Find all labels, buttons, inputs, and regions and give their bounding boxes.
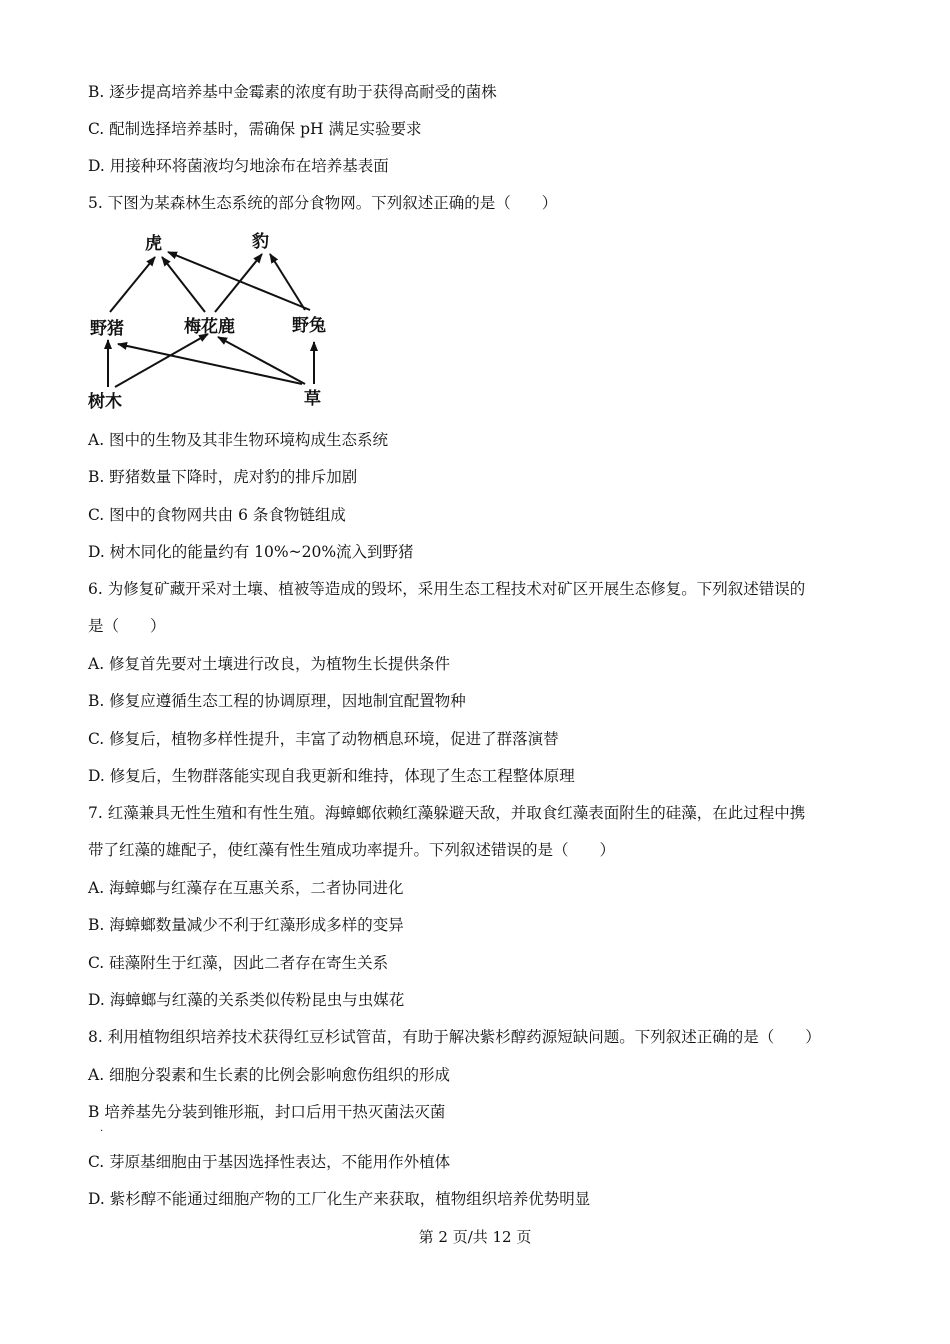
question-7-line2: 带了红藻的雄配子，使红藻有性生殖成功率提升。下列叙述错误的是（ ） xyxy=(88,841,616,859)
option-4b: B. 逐步提高培养基中金霉素的浓度有助于获得高耐受的菌株 xyxy=(88,83,497,101)
option-5a: A. 图中的生物及其非生物环境构成生态系统 xyxy=(88,431,389,449)
arrow-deer-leopard xyxy=(215,254,262,312)
option-7a: A. 海蟑螂与红藻存在互惠关系，二者协同进化 xyxy=(88,879,404,897)
option-5b: B. 野猪数量下降时，虎对豹的排斥加剧 xyxy=(88,468,358,486)
stray-dot: · xyxy=(100,1126,104,1137)
node-leopard: 豹 xyxy=(252,232,269,252)
question-7-line1: 7. 红藻兼具无性生殖和有性生殖。海蟑螂依赖红藻躲避天敌，并取食红藻表面附生的硅藻，在此过程中携 xyxy=(88,804,806,822)
option-6b: B. 修复应遵循生态工程的协调原理，因地制宜配置物种 xyxy=(88,692,466,710)
option-8d: D. 紫杉醇不能通过细胞产物的工厂化生产来获取，植物组织培养优势明显 xyxy=(88,1190,591,1208)
question-6-line1: 6. 为修复矿藏开采对土壤、植被等造成的毁坏，采用生态工程技术对矿区开展生态修复。下列叙述错误的 xyxy=(88,580,806,598)
option-6d: D. 修复后，生物群落能实现自我更新和维持，体现了生态工程整体原理 xyxy=(88,767,575,785)
option-7d: D. 海蟑螂与红藻的关系类似传粉昆虫与虫媒花 xyxy=(88,991,405,1009)
option-7b: B. 海蟑螂数量减少不利于红藻形成多样的变异 xyxy=(88,916,404,934)
node-hare: 野兔 xyxy=(292,316,326,336)
option-6c: C. 修复后，植物多样性提升，丰富了动物栖息环境，促进了群落演替 xyxy=(88,730,559,748)
option-8c: C. 芽原基细胞由于基因选择性表达，不能用作外植体 xyxy=(88,1153,451,1171)
arrow-boar-tiger xyxy=(110,257,155,312)
food-web-diagram xyxy=(80,222,340,417)
node-deer: 梅花鹿 xyxy=(184,317,235,337)
option-4c: C. 配制选择培养基时，需确保 pH 满足实验要求 xyxy=(88,120,422,138)
option-4d: D. 用接种环将菌液均匀地涂布在培养基表面 xyxy=(88,157,389,175)
option-8b: B 培养基先分装到锥形瓶，封口后用干热灭菌法灭菌 xyxy=(88,1103,446,1121)
question-8: 8. 利用植物组织培养技术获得红豆杉试管苗，有助于解决紫杉醇药源短缺问题。下列叙述正确的是（ ） xyxy=(88,1028,821,1046)
option-6a: A. 修复首先要对土壤进行改良，为植物生长提供条件 xyxy=(88,655,451,673)
question-5: 5. 下图为某森林生态系统的部分食物网。下列叙述正确的是（ ） xyxy=(88,194,558,212)
arrow-grass-boar xyxy=(118,344,302,384)
node-boar: 野猪 xyxy=(90,319,124,339)
question-6-line2: 是（ ） xyxy=(88,617,166,635)
page-footer: 第 2 页/共 12 页 xyxy=(418,1228,532,1246)
arrow-grass-deer xyxy=(218,337,305,384)
option-5d: D. 树木同化的能量约有 10%~20%流入到野猪 xyxy=(88,543,414,561)
option-8a: A. 细胞分裂素和生长素的比例会影响愈伤组织的形成 xyxy=(88,1066,451,1084)
option-7c: C. 硅藻附生于红藻，因此二者存在寄生关系 xyxy=(88,954,389,972)
node-tree: 树木 xyxy=(88,392,122,412)
node-tiger: 虎 xyxy=(145,234,162,254)
node-grass: 草 xyxy=(304,389,321,409)
option-5c: C. 图中的食物网共由 6 条食物链组成 xyxy=(88,506,346,524)
